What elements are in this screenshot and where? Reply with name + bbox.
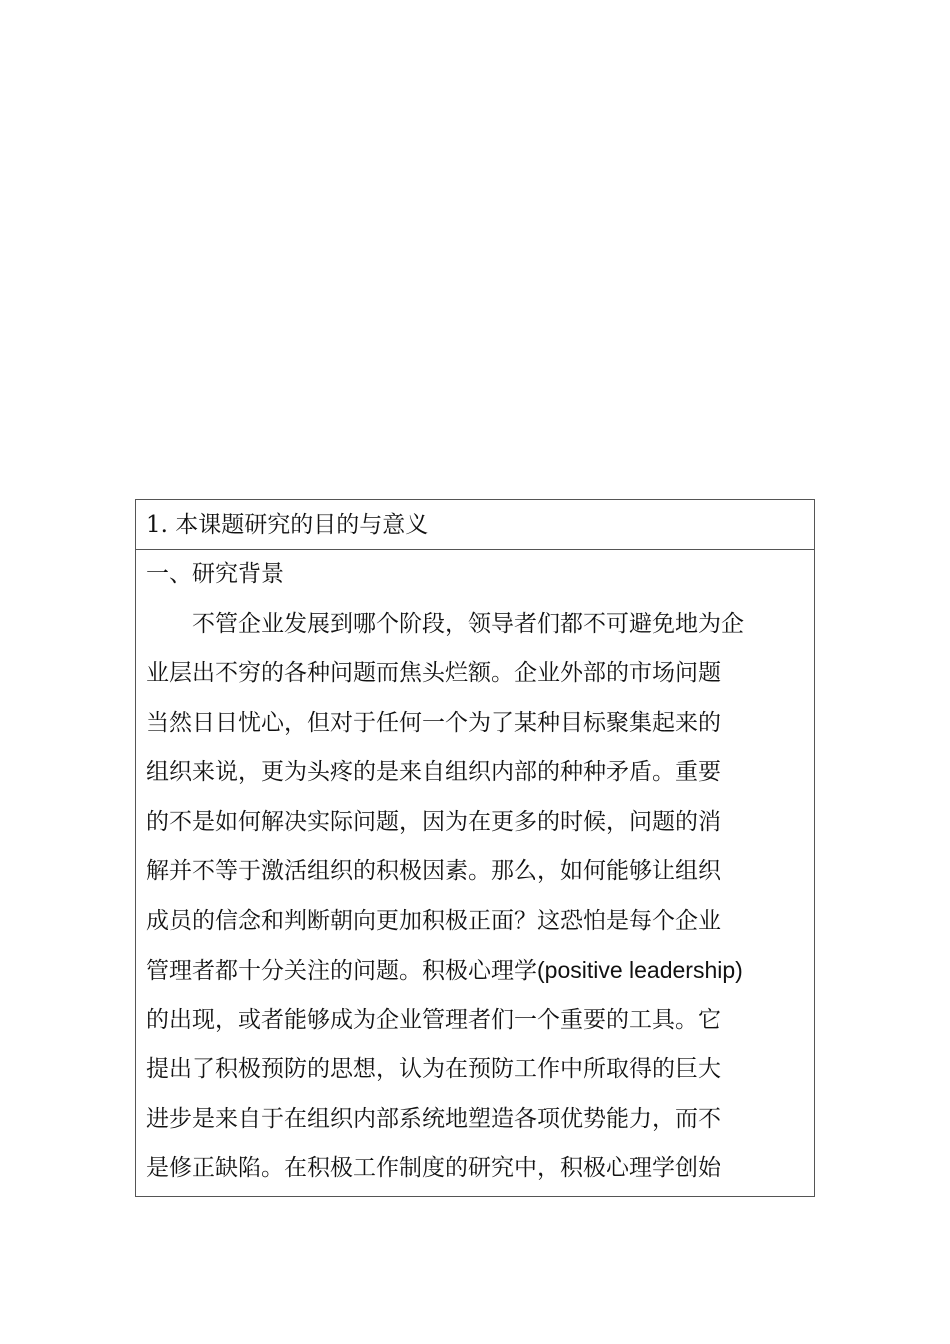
paragraph-line-text: 管理者都十分关注的问题。积极心理学 <box>146 958 537 984</box>
paragraph-line: 的出现，或者能够成为企业管理者们一个重要的工具。它 <box>146 1006 721 1033</box>
paragraph-line: 是修正缺陷。在积极工作制度的研究中，积极心理学创始 <box>146 1155 721 1181</box>
paragraph-line: 成员的信念和判断朝向更加积极正面？这恐怕是每个企业 <box>146 907 721 934</box>
content-table <box>135 499 815 1197</box>
paragraph-line: 提出了积极预防的思想，认为在预防工作中所取得的巨大 <box>146 1056 721 1082</box>
paragraph-line: 不管企业发展到哪个阶段，领导者们都不可避免地为企 <box>192 610 744 637</box>
paragraph-line: 组织来说，更为头疼的是来自组织内部的种种矛盾。重要 <box>146 759 721 785</box>
paragraph-line <box>146 946 808 996</box>
english-term: (positive leadership) <box>537 957 743 983</box>
paragraph-line: 当然日日忧心，但对于任何一个为了某种目标聚集起来的 <box>146 709 721 736</box>
section-body <box>136 550 814 1194</box>
paragraph-line: 业层出不穷的各种问题而焦头烂额。企业外部的市场问题 <box>146 660 721 686</box>
paragraph-line: 解并不等于激活组织的积极因素。那么，如何能够让组织 <box>146 858 721 884</box>
section-title: 1. 本课题研究的目的与意义 <box>136 500 814 550</box>
subheading: 一、研究背景 <box>146 561 284 587</box>
paragraph-line: 进步是来自于在组织内部系统地塑造各项优势能力，而不 <box>146 1105 721 1132</box>
paragraph-line: 的不是如何解决实际问题，因为在更多的时候，问题的消 <box>146 808 721 835</box>
